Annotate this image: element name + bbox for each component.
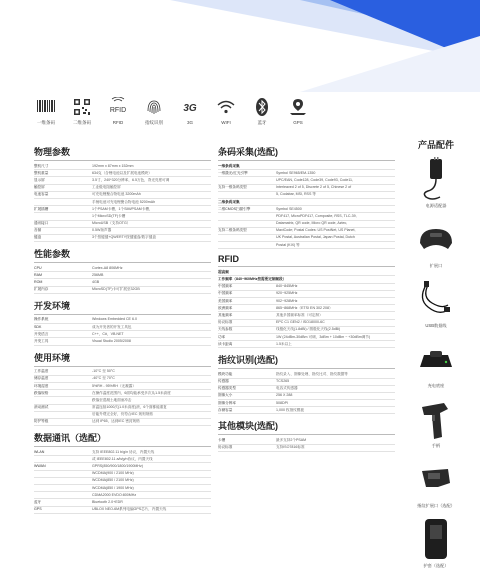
spec-value: 920~925MHz [276, 290, 395, 297]
spec-value: PDF417, MicroPDF417, Composite, RSS, TLC-39, [276, 213, 395, 220]
spec-value: Bluetooth 2.0+EDR [92, 499, 211, 506]
spec-value: -40°C 至 70°C [92, 375, 211, 382]
spec-key: 操作系统 [34, 317, 92, 324]
spec-row [34, 375, 211, 382]
spec-value: 手柄电池可充电锂聚合物电池 5200mAh [92, 198, 211, 205]
spec-row [34, 184, 211, 191]
section-title: 条码采集(选配) [218, 145, 395, 161]
spec-row [34, 506, 211, 513]
feature-label: GPS [293, 120, 303, 125]
spec-value: 在操作温度范围内，6面均能承受多次从1.5米高度 [92, 390, 211, 397]
spec-key: 防护等级 [34, 418, 92, 425]
spec-value: 5, Codabar, MSI, RSS 等 [276, 191, 395, 198]
accessory-caption: 充电底座 [427, 383, 445, 388]
accessories-title: 产品配件 [417, 140, 454, 150]
feature-wifi [208, 96, 244, 126]
spec-row [218, 341, 395, 348]
feature-3g [172, 96, 208, 126]
spec-key: 一维条码采集 [218, 163, 395, 170]
spec-row [218, 392, 395, 399]
feature-label: 指纹识别 [145, 120, 163, 125]
spec-key: 中国频率 [218, 283, 276, 290]
spec-row [218, 371, 395, 378]
spec-value: 634克（含锂电池以及扩展电池模块） [92, 170, 211, 177]
spec-value: 支持 IEEE802.11 b/g/n 协议，内置天线 [92, 449, 211, 456]
spec-row [218, 163, 395, 170]
spec-section [218, 419, 395, 451]
section-title: RFID [218, 254, 395, 267]
spec-table [34, 163, 211, 242]
section-title: 性能参数 [34, 247, 211, 263]
spec-value: 3.5寸，240*320分辨率，6.5万色，背光亮度可调 [92, 177, 211, 184]
spec-key: 开发语言 [34, 331, 92, 338]
feature-label: 一维条码 [37, 120, 55, 125]
spec-value: MaxiCode; Postal Codes: US PostNet, US Planet, [276, 227, 395, 234]
spec-key [218, 191, 276, 198]
spec-row [34, 492, 211, 499]
spec-value: 常温连续1000次(1.0米高度)滚，6个面都能重复 [92, 404, 211, 411]
spec-value: UK Postal, Australian Postal, Japan Postal, Dutch [276, 234, 395, 241]
spec-key: 欧洲频率 [218, 305, 276, 312]
spec-value: EPC C1 GEN2 / ISO18000-6C [276, 319, 395, 326]
section-title: 使用环境 [34, 351, 211, 367]
spec-row [218, 312, 395, 319]
spec-value: 256 X 288 [276, 392, 395, 399]
spec-key: 蓝牙 [34, 499, 92, 506]
spec-row [218, 444, 395, 451]
spec-value: 508DPI [276, 400, 395, 407]
qr-code-icon [71, 96, 93, 118]
spec-key: 超高频 [218, 269, 395, 276]
spec-row [218, 242, 395, 249]
spec-row [218, 400, 395, 407]
spec-row [218, 333, 395, 340]
spec-value: 其他多国频率标准（可定制） [276, 312, 395, 319]
protective-case-icon [414, 517, 458, 561]
spec-value: TCS265 [276, 378, 395, 385]
spec-row [218, 170, 395, 177]
svg-text:RFID: RFID [109, 107, 127, 114]
spec-key: 音频 [34, 227, 92, 234]
barcode-1d-icon [35, 96, 57, 118]
spec-row [218, 326, 395, 333]
accessory-power-adapter [405, 157, 467, 209]
spec-row [218, 319, 395, 326]
feature-label: WIFI [221, 120, 231, 125]
accessory-hand-strap [405, 217, 467, 269]
feature-fingerprint [136, 96, 172, 126]
spec-key: 美国频率 [218, 298, 276, 305]
spec-key [218, 242, 276, 249]
spec-key: 二维CMOS扫描引擎 [218, 206, 276, 213]
spec-table [218, 437, 395, 451]
accessories-column [405, 138, 467, 570]
accessory-charging-cradle [405, 337, 467, 389]
spec-row [34, 418, 211, 425]
spec-value: 1.5米以上 [276, 341, 395, 348]
spec-value: Postal (KIX) 等 [276, 242, 395, 249]
spec-key: 键盘 [34, 234, 92, 241]
spec-key: WLAN [34, 449, 92, 456]
spec-key [34, 213, 92, 220]
gps-icon [287, 96, 309, 118]
spec-row [218, 385, 395, 392]
feature-gps [280, 96, 316, 126]
middle-spec-column [218, 145, 395, 456]
spec-row [218, 283, 395, 290]
feature-label: 二维条码 [73, 120, 91, 125]
spec-key: 图像分辨率 [218, 400, 276, 407]
spec-key: 传感器 [218, 378, 276, 385]
spec-row [218, 407, 395, 414]
spec-row [218, 213, 395, 220]
spec-key: 天线参数 [218, 326, 276, 333]
spec-row [218, 276, 395, 283]
spec-row [218, 269, 395, 276]
spec-value: 1,000 枚指纹模板 [276, 407, 395, 414]
feature-label: 蓝牙 [257, 120, 267, 125]
spec-key: WWAN [34, 463, 92, 470]
spec-row [218, 378, 395, 385]
spec-value: 可充电锂聚合物电池 3200mAh [92, 191, 211, 198]
spec-value: 成为开发者的开发工具包 [92, 324, 211, 331]
spec-row [34, 286, 211, 293]
spec-key [34, 456, 92, 463]
header-banner [0, 0, 480, 92]
spec-key: 中国频率 [218, 290, 276, 297]
accessory-caption: 手柄 [431, 443, 441, 448]
spec-key [34, 397, 92, 404]
left-spec-column [34, 145, 211, 518]
spec-value: 5%RH - 95%RH（无凝露） [92, 382, 211, 389]
spec-row [34, 411, 211, 418]
spec-row [34, 198, 211, 205]
accessory-caption: 护套（选配） [423, 563, 449, 568]
spec-row [34, 317, 211, 324]
spec-key: RAM [34, 272, 92, 279]
spec-table [34, 317, 211, 346]
feature-rfid [100, 96, 136, 126]
pistol-grip-icon [414, 397, 458, 441]
spec-value: -10°C 至 50°C [92, 369, 211, 376]
spec-row [218, 234, 395, 241]
spec-value: CDMA2000 EVDO:800MHz [92, 492, 211, 499]
spec-key: 环境湿度 [34, 382, 92, 389]
spec-row [218, 305, 395, 312]
spec-row [34, 163, 211, 170]
hand-strap-icon [414, 217, 458, 261]
spec-value: 1个PSAM卡槽，1个SIM/PSAM卡槽， [92, 206, 211, 213]
spec-key: 显示屏 [34, 177, 92, 184]
spec-value: 工业级电阻触控屏 [92, 184, 211, 191]
spec-value: 840~845MHz [276, 283, 395, 290]
spec-key: 通讯接口 [34, 220, 92, 227]
spec-row [218, 191, 395, 198]
spec-table [218, 163, 395, 249]
spec-row [34, 485, 211, 492]
spec-value: 1W (24dBm-30dBm 可调，3dBm + 10dBm ~ +30dBm调节) [276, 333, 395, 340]
spec-row [218, 184, 395, 191]
spec-key: 存储容量 [218, 407, 276, 414]
spec-key: 卡槽 [218, 437, 276, 444]
accessory-caption: USB数据线 [425, 323, 447, 328]
spec-key: 传感器类型 [218, 385, 276, 392]
feature-icon-row [28, 96, 316, 126]
spec-key: 滚动测试 [34, 404, 92, 411]
spec-value: Datamatrix, QR code, Micro QR code, Aztec, [276, 220, 395, 227]
spec-table [218, 371, 395, 414]
spec-value: 192mm x 87mm x 152mm [92, 163, 211, 170]
spec-key [34, 492, 92, 499]
spec-key [218, 220, 276, 227]
section-title: 开发环境 [34, 299, 211, 315]
spec-row [218, 220, 395, 227]
spec-row [34, 477, 211, 484]
spec-row [34, 390, 211, 397]
spec-row [34, 206, 211, 213]
spec-value: C++，C#，VB.NET [92, 331, 211, 338]
spec-table [34, 369, 211, 427]
spec-value: 后能外观完全好，仍符合IEC 规则规格 [92, 411, 211, 418]
spec-key [218, 234, 276, 241]
spec-row [218, 206, 395, 213]
rfid-icon [107, 96, 129, 118]
spec-row [34, 177, 211, 184]
spec-key: 扩展插槽 [34, 206, 92, 213]
spec-value: 指纹录入、图像处理、指纹比对、指纹数据等 [276, 371, 395, 378]
spec-value: Cortex-A8 806MHz [92, 265, 211, 272]
spec-key: 开发工具 [34, 338, 92, 345]
charging-cradle-icon [414, 337, 458, 381]
spec-value: 3个按键键+QWERTY按键键盘/数字键盘 [92, 234, 211, 241]
spec-value: Visual Studio 2005/2008 [92, 338, 211, 345]
spec-key [34, 477, 92, 484]
spec-key: 工作温度 [34, 369, 92, 376]
spec-row [218, 227, 395, 234]
feature-qr [64, 96, 100, 126]
spec-key: 功率 [218, 333, 276, 340]
spec-value: WCDMA(850 / 2100 MHz) [92, 477, 211, 484]
spec-section [34, 145, 211, 242]
spec-row [218, 290, 395, 297]
spec-row [34, 456, 211, 463]
spec-row [34, 265, 211, 272]
spec-section [34, 351, 211, 427]
spec-row [34, 338, 211, 345]
spec-key: 跌落规格 [34, 390, 92, 397]
spec-row [34, 449, 211, 456]
spec-key: 二维条码采集 [218, 198, 395, 205]
spec-row [34, 170, 211, 177]
spec-value: MicroSD(TF)卡可扩展至32GB [92, 286, 211, 293]
spec-key: 整机尺寸 [34, 163, 92, 170]
accessory-caption: 指纹扩展口（选配） [417, 503, 455, 508]
spec-section [34, 431, 211, 514]
spec-section [218, 353, 395, 414]
spec-key: 支持二维条码类型 [218, 227, 276, 234]
spec-row [218, 298, 395, 305]
spec-table [34, 265, 211, 294]
spec-value: Interleaved 2 of 5, Discrete 2 of 5, Chinese 2 of [276, 184, 395, 191]
accessory-grip-expansion [405, 457, 467, 509]
power-adapter-icon [414, 157, 458, 201]
spec-key: 一维激光/红光引擎 [218, 170, 276, 177]
spec-row [34, 191, 211, 198]
spec-row [34, 220, 211, 227]
bluetooth-icon [251, 96, 273, 118]
feature-label: RFID [112, 120, 124, 125]
spec-row [34, 397, 211, 404]
fingerprint-icon [143, 96, 165, 118]
spec-value: 线极化天线(1.8dBi) / 圆极化天线(2.5dBi) [276, 326, 395, 333]
spec-section [218, 145, 395, 249]
spec-row [34, 499, 211, 506]
spec-key: 协议标准 [218, 319, 276, 326]
spec-key [34, 411, 92, 418]
spec-value: 或 IEEE802.11 a/b/g/n协议，内置天线 [92, 456, 211, 463]
spec-value: Symbol SE4500 [276, 206, 395, 213]
spec-row [34, 369, 211, 376]
spec-key: 电池容量 [34, 191, 92, 198]
spec-row [34, 470, 211, 477]
spec-section [34, 299, 211, 346]
spec-value: WCDMA(850 / 1900 MHz) [92, 485, 211, 492]
spec-row [34, 272, 211, 279]
spec-value: 1个MicroSD(TF)卡槽 [92, 213, 211, 220]
spec-row [218, 198, 395, 205]
spec-value: UBLOX NEO-6M系列电编GPS芯片，内置天线 [92, 506, 211, 513]
accessory-protective-case [405, 517, 467, 569]
spec-value: 256MB [92, 272, 211, 279]
spec-key [218, 177, 276, 184]
spec-value: 支持ISO7816标准 [276, 444, 395, 451]
spec-row [218, 177, 395, 184]
spec-key: 其他频率 [218, 312, 276, 319]
spec-key: 整机重量 [34, 170, 92, 177]
spec-value: MicroUSB（支持OTG） [92, 220, 211, 227]
spec-value: 达到 IP65，达到IEC 密封规格 [92, 418, 211, 425]
spec-value: 0.5W扬声器 [92, 227, 211, 234]
accessory-usb-cable [405, 277, 467, 329]
spec-value: 电容式传感器 [276, 385, 395, 392]
spec-key: 储存温度 [34, 375, 92, 382]
spec-value: Windows Embedded CE 6.0 [92, 317, 211, 324]
spec-key [218, 213, 276, 220]
accessory-caption: 扩展口 [429, 263, 443, 268]
feature-bluetooth [244, 96, 280, 126]
svg-text:3G: 3G [183, 103, 197, 114]
feature-barcode-1d [28, 96, 64, 126]
spec-row [34, 331, 211, 338]
section-title: 指纹识别(选配) [218, 353, 395, 369]
spec-section [34, 247, 211, 294]
spec-value: UPC/EAN, Code128, Code39, Code93, Code11, [276, 177, 395, 184]
grip-expansion-icon [414, 457, 458, 501]
spec-row [34, 404, 211, 411]
section-title: 其他模块(选配) [218, 419, 395, 435]
spec-row [34, 234, 211, 241]
spec-row [218, 437, 395, 444]
spec-key: 协议标准 [218, 444, 276, 451]
spec-value: 4GB [92, 279, 211, 286]
accessory-caption: 电源适配器 [425, 203, 447, 208]
spec-row [34, 463, 211, 470]
spec-table [34, 449, 211, 514]
spec-key: ROM [34, 279, 92, 286]
spec-row [34, 279, 211, 286]
spec-value: 865~868MHz（ETSI EN 302 208） [276, 305, 395, 312]
spec-value: 902~928MHz [276, 298, 395, 305]
spec-key: 模块功能 [218, 371, 276, 378]
spec-key: 扩展内存 [34, 286, 92, 293]
spec-section [218, 254, 395, 348]
spec-key: 触控屏 [34, 184, 92, 191]
spec-key: 读卡距离 [218, 341, 276, 348]
spec-key: 支持一维条码类型 [218, 184, 276, 191]
section-title: 物理参数 [34, 145, 211, 161]
wifi-icon [215, 96, 237, 118]
spec-key: CPU [34, 265, 92, 272]
spec-key: 图像大小 [218, 392, 276, 399]
spec-row [34, 227, 211, 234]
spec-key: GPS [34, 506, 92, 513]
feature-label: 3G [186, 120, 193, 125]
spec-key [34, 470, 92, 477]
spec-row [34, 213, 211, 220]
spec-value: GPRS(850/900/1800/1900MHz) [92, 463, 211, 470]
spec-value: Symbol SE965/EM-1350 [276, 170, 395, 177]
spec-row [34, 382, 211, 389]
spec-table [218, 269, 395, 348]
spec-row [34, 324, 211, 331]
spec-value: WCDMA(900 / 2100 MHz) [92, 470, 211, 477]
spec-key [34, 485, 92, 492]
spec-key: SDK [34, 324, 92, 331]
usb-cable-icon [414, 277, 458, 321]
spec-value: 最多支持2个PSAM [276, 437, 395, 444]
accessory-pistol-grip [405, 397, 467, 449]
spec-key: 工作频率（840~960MHz按需要定制频段） [218, 276, 395, 283]
spec-value: 跌落至混凝土地面而冲击 [92, 397, 211, 404]
3g-icon [179, 96, 201, 118]
section-title: 数据通讯（选配） [34, 431, 211, 447]
spec-key [34, 198, 92, 205]
